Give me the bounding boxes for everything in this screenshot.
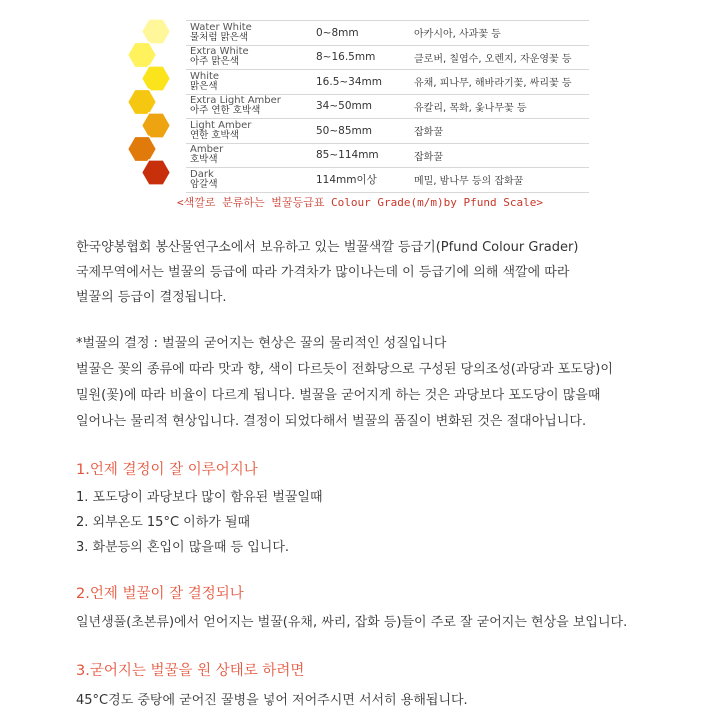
grade-name-en: Light Amber <box>190 119 252 131</box>
hex-grade-swatch <box>142 113 171 138</box>
grade-name <box>186 45 306 70</box>
section-1-title: 1.언제 결정이 잘 이루어지나 <box>76 462 258 478</box>
grade-name-ko: 암갈색 <box>190 178 218 190</box>
intro-line-2: 국제무역에서는 벌꿀의 등급에 따라 가격차가 많이나는데 이 등급기에 의해 색깔에 따라 <box>76 265 570 280</box>
crystal-line-2: 벌꿀은 꽃의 종류에 따라 맛과 향, 색이 다르듯이 전화당으로 구성된 당의조성(과당과 포도당)이 <box>76 362 613 377</box>
grade-range: 50~85mm <box>306 119 406 144</box>
grade-name <box>186 21 306 46</box>
grade-table <box>186 20 589 193</box>
grade-range: 16.5~34mm <box>306 70 406 95</box>
grade-name-en: Extra Light Amber <box>190 95 281 107</box>
grade-row <box>186 21 589 46</box>
grade-name-ko: 맑은색 <box>190 80 218 92</box>
grade-name-ko: 호박색 <box>190 154 218 166</box>
grade-name-ko: 아주 연한 호박색 <box>190 105 261 117</box>
hex-grade-swatch <box>128 42 157 67</box>
grade-row <box>186 143 589 168</box>
grade-range: 85~114mm <box>306 143 406 168</box>
grade-name-en: Water White <box>190 21 252 33</box>
grade-honey-types: 클로버, 칠엽수, 오렌지, 자운영꽃 등 <box>406 45 589 70</box>
grade-row <box>186 94 589 119</box>
grade-honey-types: 아카시아, 사과꽃 등 <box>406 21 589 46</box>
grade-name-en: Extra White <box>190 46 249 58</box>
grade-row <box>186 168 589 193</box>
crystal-line-1: *벌꿀의 결정 : 벌꿀의 굳어지는 현상은 꿀의 물리적인 성질입니다 <box>76 336 447 351</box>
hex-grade-swatch <box>142 160 171 185</box>
hex-grade-swatch <box>128 136 157 161</box>
section-3-body: 45°C경도 중탕에 굳어진 꿀병을 넣어 저어주시면 서서히 용해됩니다. <box>76 693 468 708</box>
grade-name <box>186 94 306 119</box>
grade-name-en: White <box>190 70 220 82</box>
section-2-body: 일년생풀(초본류)에서 얻어지는 벌꿀(유채, 싸리, 잡화 등)들이 주로 잘 굳어지는 현상을 보입니다. <box>76 615 628 630</box>
crystal-line-3: 밀원(꽃)에 따라 비율이 다르게 됩니다. 벌꿀을 굳어지게 하는 것은 과당보다 포도당이 많을때 <box>76 388 601 403</box>
grade-honey-types: 잡화꿀 <box>406 143 589 168</box>
grade-row <box>186 70 589 95</box>
grade-name-en: Amber <box>190 144 224 156</box>
grade-name-ko: 연한 호박색 <box>190 129 239 141</box>
colour-grade-chart <box>0 0 720 215</box>
grade-range: 34~50mm <box>306 94 406 119</box>
section-3-title: 3.굳어지는 벌꿀을 원 상태로 하려면 <box>76 663 305 679</box>
crystal-line-4: 일어나는 물리적 현상입니다. 결정이 되었다해서 벌꿀의 품질이 변화된 것은 절대아닙니다. <box>76 414 587 429</box>
grade-honey-types: 유칼리, 목화, 옻나무꽃 등 <box>406 94 589 119</box>
grade-name <box>186 168 306 193</box>
intro-line-1: 한국양봉협회 봉산물연구소에서 보유하고 있는 벌꿀색깔 등급기(Pfund Colour Grader) <box>76 240 579 255</box>
section-1-item: 3. 화분등의 혼입이 많을때 등 입니다. <box>76 540 290 555</box>
hex-grade-swatch <box>142 19 171 44</box>
grade-name-en: Dark <box>190 168 214 180</box>
grade-name-ko: 아주 맑은색 <box>190 56 239 68</box>
grade-range: 8~16.5mm <box>306 45 406 70</box>
section-1-item: 1. 포도당이 과당보다 많이 함유된 벌꿀일때 <box>76 490 323 505</box>
hex-grade-swatch <box>142 66 171 91</box>
section-2-title: 2.언제 벌꿀이 잘 결정되나 <box>76 586 244 602</box>
grade-honey-types: 잡화꿀 <box>406 119 589 144</box>
grade-name <box>186 143 306 168</box>
grade-row <box>186 119 589 144</box>
hex-grade-swatch <box>128 89 157 114</box>
grade-honey-types: 메밀, 밤나무 등의 잡화꿀 <box>406 168 589 193</box>
grade-name-ko: 물처럼 맑은색 <box>190 31 249 43</box>
grade-range: 0~8mm <box>306 21 406 46</box>
grade-honey-types: 유채, 피나무, 해바라기꽃, 싸리꽃 등 <box>406 70 589 95</box>
intro-line-3: 벌꿀의 등급이 결정됩니다. <box>76 290 227 305</box>
grade-row <box>186 45 589 70</box>
grade-name <box>186 70 306 95</box>
grade-range: 114mm이상 <box>306 168 406 193</box>
grade-name <box>186 119 306 144</box>
chart-caption: <색깔로 분류하는 벌꿀등급표 Colour Grade(m/m)by Pfund Scale> <box>177 196 543 209</box>
section-1-item: 2. 외부온도 15°C 이하가 될때 <box>76 515 251 530</box>
